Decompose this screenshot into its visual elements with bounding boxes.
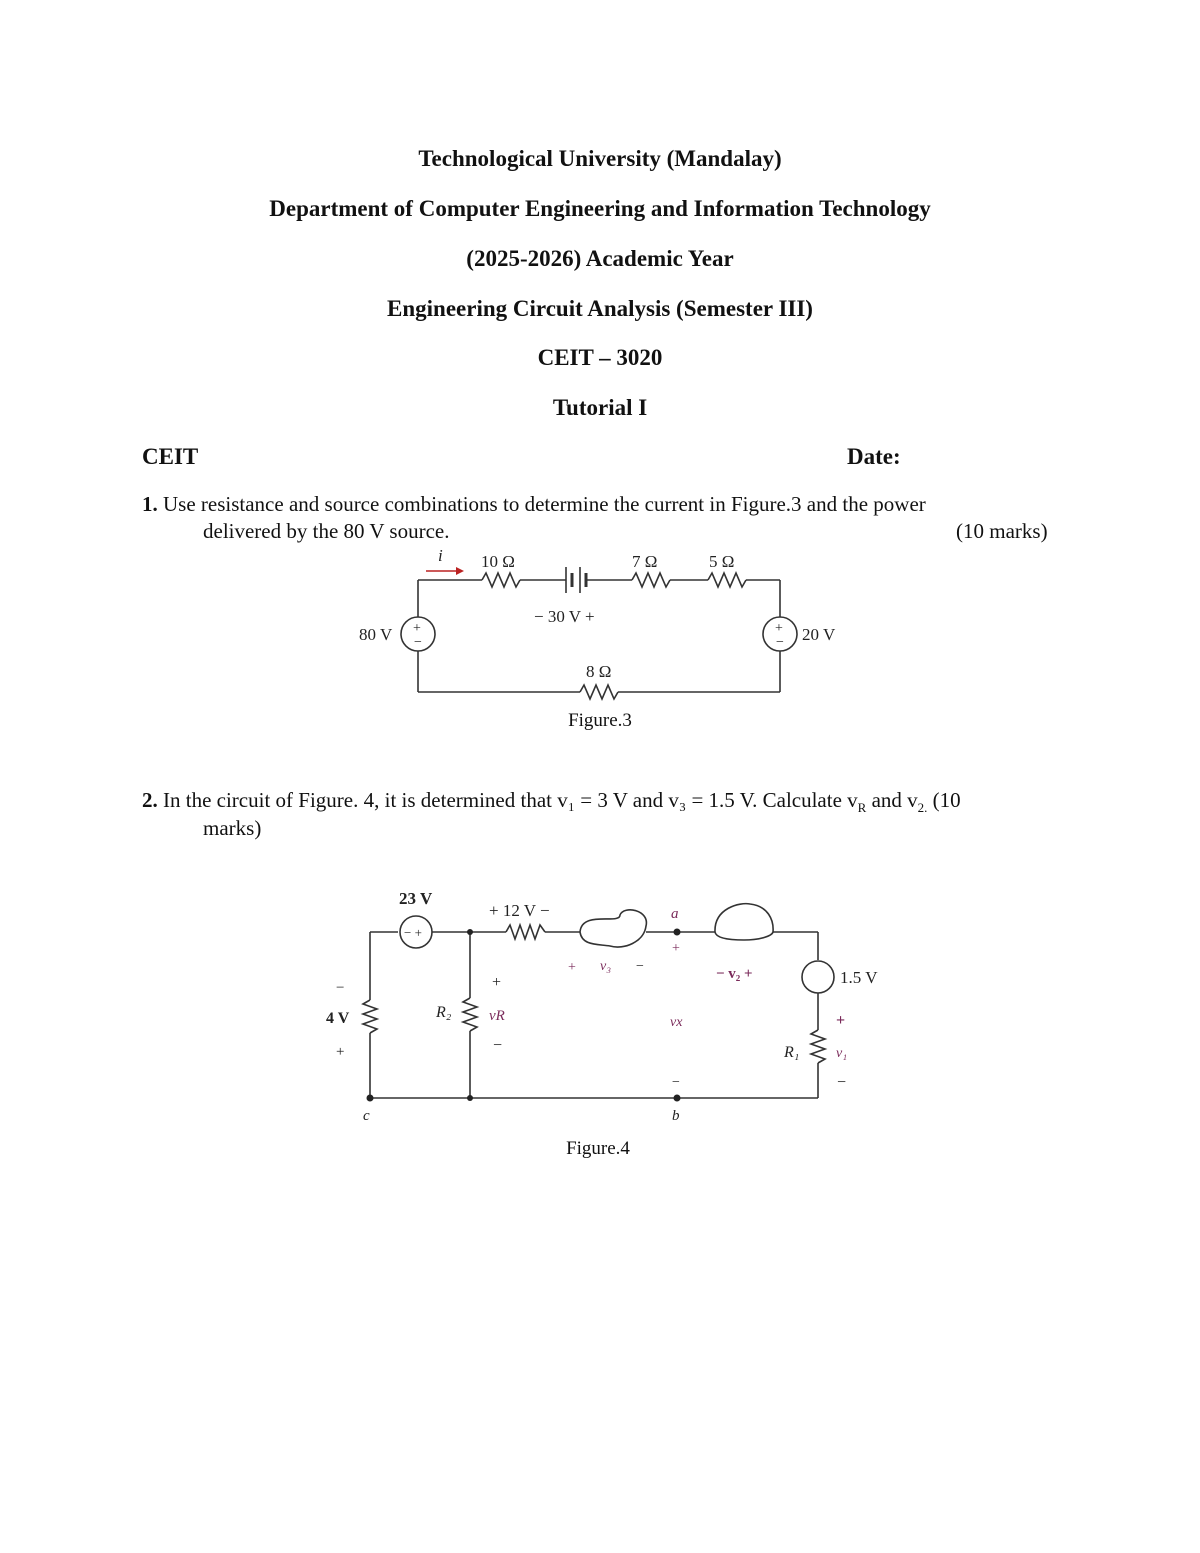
- class-label: CEIT: [142, 444, 199, 469]
- question-2-number: 2.: [142, 788, 158, 812]
- source-80v-label: 80 V: [359, 625, 393, 644]
- node-a-label: a: [671, 906, 679, 922]
- date-label: Date:: [847, 444, 901, 469]
- vx-minus: −: [672, 1075, 680, 1090]
- resistor-7-label: 7 Ω: [632, 552, 658, 571]
- vr-minus: −: [493, 1037, 503, 1054]
- left-plus: +: [336, 1044, 345, 1060]
- source-23v-label: 23 V: [399, 889, 433, 908]
- question-2-sub-2: 2.: [917, 800, 928, 816]
- source-20v-plus: +: [775, 621, 783, 636]
- node-a-dot: [674, 929, 681, 936]
- question-2-sub-r: R: [857, 800, 867, 816]
- node-c-dot: [367, 1095, 374, 1102]
- v3-label: v₃: [600, 959, 612, 974]
- resistor-8-label: 8 Ω: [586, 662, 612, 681]
- question-2: [142, 787, 1082, 821]
- source-1-5v-label: 1.5 V: [840, 968, 878, 987]
- resistor-5-label: 5 Ω: [709, 552, 735, 571]
- node-b-label: b: [672, 1108, 680, 1124]
- course-code: CEIT – 3020: [537, 345, 663, 370]
- question-2-text: In the circuit of Figure. 4, it is determined that v₁ = 3 V and v₃ = 1.5 V. Calculate v: [163, 788, 858, 812]
- vr-label: vR: [489, 1008, 505, 1024]
- tutorial-title: Tutorial I: [552, 395, 648, 420]
- course-title: Engineering Circuit Analysis (Semester III): [387, 296, 813, 321]
- department-title: Department of Computer Engineering and Information Technology: [269, 196, 931, 221]
- question-1: [142, 491, 1062, 518]
- left-4v-label: 4 V: [326, 1010, 350, 1027]
- question-1-marks: (10 marks): [956, 519, 1048, 543]
- question-1-text-line2: delivered by the 80 V source.: [203, 519, 450, 543]
- v3-plus: +: [568, 960, 576, 975]
- v1-minus: −: [837, 1074, 847, 1091]
- university-title: Technological University (Mandalay): [418, 146, 782, 171]
- current-arrow-icon: [426, 567, 464, 575]
- battery-label: − 30 V +: [534, 607, 595, 626]
- source-20v-label: 20 V: [802, 625, 836, 644]
- r2-label: R₂: [436, 1004, 452, 1021]
- figure-3-circuit: [340, 545, 880, 705]
- r1-label: R₁: [784, 1044, 800, 1061]
- node-bottom-junction: [467, 1095, 473, 1101]
- figure-4-caption: Figure.4: [566, 1138, 630, 1159]
- vx-plus: +: [672, 941, 680, 956]
- current-label: i: [438, 546, 443, 565]
- vx-label: vx: [670, 1015, 683, 1030]
- question-2-text-mid: and v: [866, 788, 918, 812]
- source-20v-minus: −: [776, 635, 784, 650]
- resistor-10-label: 10 Ω: [481, 552, 515, 571]
- left-minus: −: [336, 980, 345, 996]
- node-c-label: c: [363, 1108, 370, 1124]
- source-80v-plus: +: [413, 621, 421, 636]
- source-23v-signs: − +: [404, 925, 422, 940]
- academic-year: (2025-2026) Academic Year: [466, 246, 734, 271]
- question-2-text-end: (10: [927, 788, 961, 812]
- v2-label: − v₂ +: [716, 966, 753, 982]
- node-top-junction: [467, 929, 473, 935]
- v1-plus: +: [836, 1012, 846, 1029]
- question-1-text: Use resistance and source combinations to determine the current in Figure.3 and the power: [163, 492, 926, 516]
- figure-3-caption: Figure.3: [568, 710, 632, 731]
- figure-4-circuit: [320, 880, 900, 1130]
- v3-minus: −: [636, 959, 644, 974]
- vr-plus: +: [492, 974, 502, 991]
- question-1-number: 1.: [142, 492, 158, 516]
- v1-label: v₁: [836, 1046, 848, 1061]
- node-b-dot: [674, 1095, 681, 1102]
- resistor-12v-label: + 12 V −: [489, 901, 550, 920]
- source-80v-minus: −: [414, 635, 422, 650]
- question-2-marks: marks): [203, 816, 262, 840]
